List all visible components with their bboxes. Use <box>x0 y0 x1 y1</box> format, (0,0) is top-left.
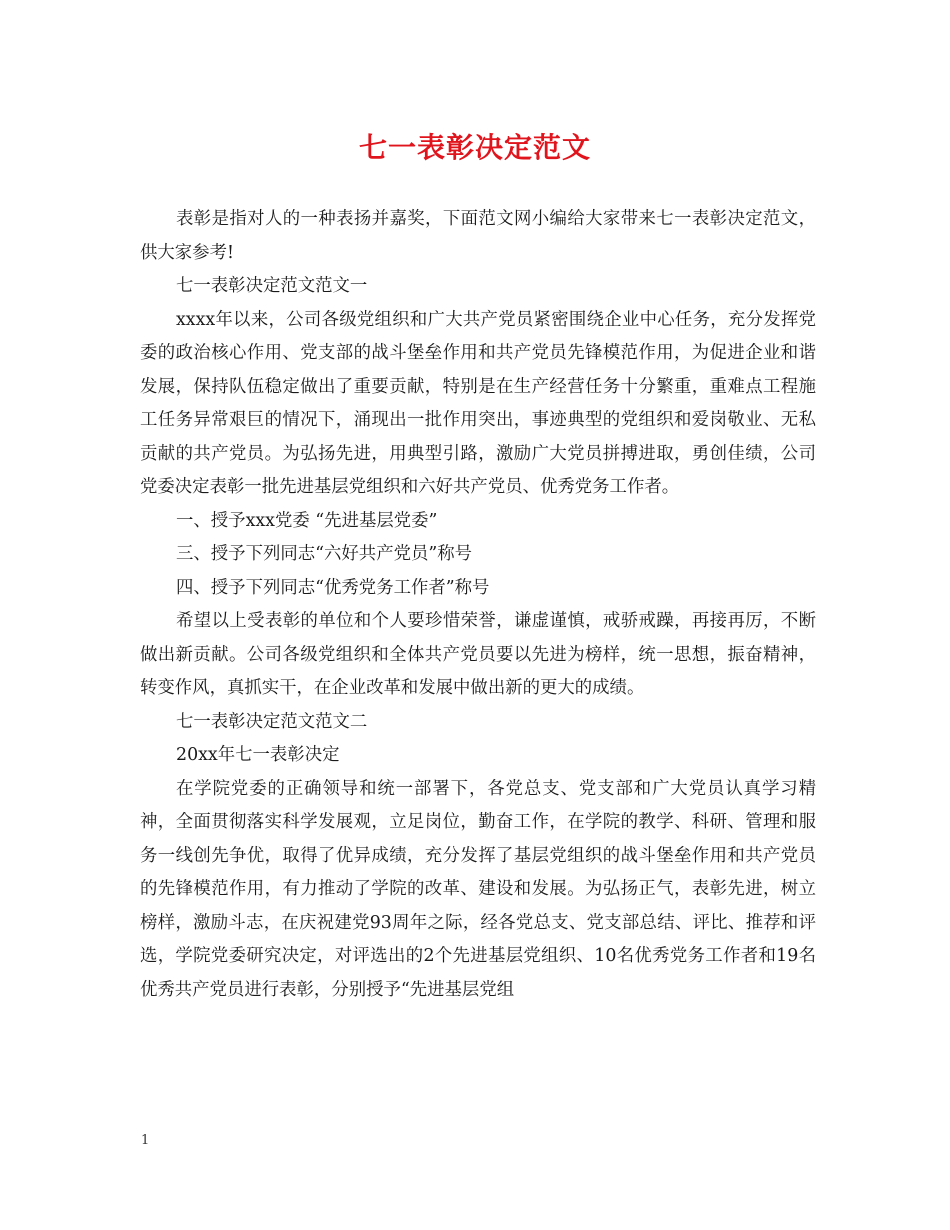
body-paragraph: 在学院党委的正确领导和统一部署下，各党总支、党支部和广大党员认真学习精神，全面贯彻落实科学发展观，立足岗位，勤奋工作，在学院的教学、科研、管理和服务一线创先争优，取得了优异成绩，充分发挥了基层党组织的战斗堡垒作用和共产党员的先锋模范作用，有力推动了学院的改革、建设和发展。为弘扬正气，表彰先进，树立榜样，激励斗志，在庆祝建党93周年之际，经各党总支、党支部总结、评比、推荐和评选，学院党委研究决定，对评选出的2个先进基层党组织、10名优秀党务工作者和19名优秀共产党员进行表彰，分别授予“先进基层党组 <box>140 778 816 1000</box>
award-item: 三、授予下列同志“六好共产党员”称号 <box>176 544 473 564</box>
intro-paragraph: 表彰是指对人的一种表扬并嘉奖，下面范文网小编给大家带来七一表彰决定范文，供大家参考! <box>140 209 816 263</box>
body-paragraph: 希望以上受表彰的单位和个人要珍惜荣誉，谦虚谨慎，戒骄戒躁，再接再厉，不断做出新贡献。公司各级党组织和全体共产党员要以先进为榜样，统一思想，振奋精神，转变作风，真抓实干，在企业改革和发展中做出新的更大的成绩。 <box>140 611 816 698</box>
document-body <box>140 203 816 1007</box>
section-heading-two: 七一表彰决定范文范文二 <box>176 711 368 732</box>
page-number: 1 <box>141 1133 150 1148</box>
body-paragraph: xxxx年以来，公司各级党组织和广大共产党员紧密围绕企业中心任务，充分发挥党委的政治核心作用、党支部的战斗堡垒作用和共产党员先锋模范作用，为促进企业和谐发展，保持队伍稳定做出了重要贡献，特别是在生产经营任务十分繁重，重难点工程施工任务异常艰巨的情况下，涌现出一批作用突出，事迹典型的党组织和爱岗敬业、无私贡献的共产党员。为弘扬先进，用典型引路，激励广大党员拼搏进取，勇创佳绩，公司党委决定表彰一批先进基层党组织和六好共产党员、优秀党务工作者。 <box>140 309 816 497</box>
award-item: 一、授予xxx党委 “先进基层党委” <box>176 510 438 531</box>
section-heading-one: 七一表彰决定范文范文一 <box>176 276 368 296</box>
subheading: 20xx年七一表彰决定 <box>176 745 340 765</box>
document-title: 七一表彰决定范文 <box>358 131 591 164</box>
award-item: 四、授予下列同志“优秀党务工作者”称号 <box>176 577 490 598</box>
